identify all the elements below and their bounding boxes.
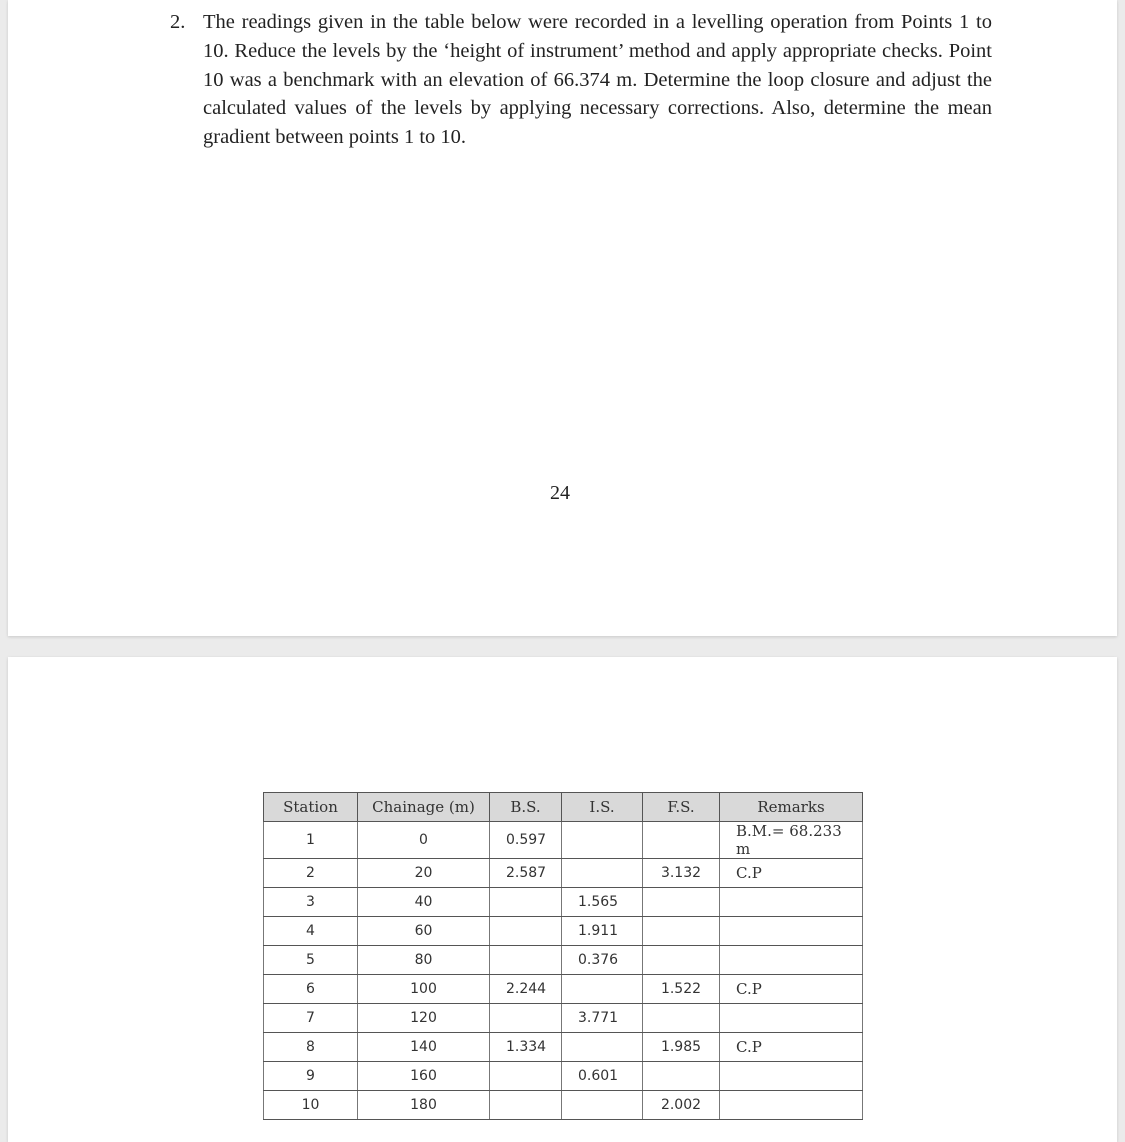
table-row xyxy=(264,822,863,859)
cell-station: 10 xyxy=(264,1091,358,1120)
document-page-top xyxy=(8,0,1117,636)
cell-bs: 1.334 xyxy=(490,1033,562,1062)
cell-bs xyxy=(490,888,562,917)
header-is: I.S. xyxy=(562,793,643,822)
cell-fs xyxy=(643,1062,720,1091)
cell-fs xyxy=(643,1004,720,1033)
cell-is: 0.601 xyxy=(562,1062,643,1091)
cell-chainage: 20 xyxy=(358,859,490,888)
cell-bs xyxy=(490,917,562,946)
cell-fs: 1.985 xyxy=(643,1033,720,1062)
cell-is xyxy=(562,859,643,888)
cell-fs xyxy=(643,888,720,917)
cell-fs: 2.002 xyxy=(643,1091,720,1120)
cell-chainage: 160 xyxy=(358,1062,490,1091)
cell-remarks xyxy=(720,946,863,975)
cell-is: 0.376 xyxy=(562,946,643,975)
cell-is xyxy=(562,822,643,859)
cell-is: 1.911 xyxy=(562,917,643,946)
question-text: The readings given in the table below were recorded in a levelling operation from Points 1 to 10. Reduce the levels by the ‘height of instrument’ method and apply appropriate checks. Point 10 was a benchmark with an elevation of 66.374 m. Determine the loop closure and adjust the calculated values of the levels by applying necessary corrections. Also, determine the mean gradient between points 1 to 10. xyxy=(203,11,992,149)
cell-fs xyxy=(643,946,720,975)
cell-station: 4 xyxy=(264,917,358,946)
cell-station: 6 xyxy=(264,975,358,1004)
page-number: 24 xyxy=(550,482,570,504)
cell-station: 9 xyxy=(264,1062,358,1091)
cell-station: 7 xyxy=(264,1004,358,1033)
table-body xyxy=(264,822,863,1120)
table-row xyxy=(264,917,863,946)
cell-fs: 3.132 xyxy=(643,859,720,888)
cell-chainage: 40 xyxy=(358,888,490,917)
question-block xyxy=(170,8,992,152)
cell-chainage: 100 xyxy=(358,975,490,1004)
cell-chainage: 140 xyxy=(358,1033,490,1062)
cell-remarks: C.P xyxy=(720,859,863,888)
cell-chainage: 80 xyxy=(358,946,490,975)
cell-fs xyxy=(643,917,720,946)
cell-is xyxy=(562,1091,643,1120)
cell-remarks xyxy=(720,917,863,946)
header-remarks: Remarks xyxy=(720,793,863,822)
header-fs: F.S. xyxy=(643,793,720,822)
cell-is: 3.771 xyxy=(562,1004,643,1033)
cell-fs xyxy=(643,822,720,859)
cell-bs xyxy=(490,946,562,975)
cell-remarks xyxy=(720,1091,863,1120)
cell-remarks: C.P xyxy=(720,975,863,1004)
cell-bs xyxy=(490,1004,562,1033)
cell-station: 8 xyxy=(264,1033,358,1062)
question-number: 2. xyxy=(170,11,186,33)
table-row xyxy=(264,1004,863,1033)
cell-is xyxy=(562,975,643,1004)
document-page-bottom xyxy=(8,657,1117,1142)
cell-is xyxy=(562,1033,643,1062)
table-row xyxy=(264,859,863,888)
table-header-row xyxy=(264,793,863,822)
cell-station: 1 xyxy=(264,822,358,859)
cell-bs xyxy=(490,1062,562,1091)
cell-remarks xyxy=(720,1062,863,1091)
cell-fs: 1.522 xyxy=(643,975,720,1004)
cell-chainage: 0 xyxy=(358,822,490,859)
cell-remarks xyxy=(720,1004,863,1033)
header-bs: B.S. xyxy=(490,793,562,822)
cell-remarks xyxy=(720,888,863,917)
table-row xyxy=(264,975,863,1004)
levelling-table xyxy=(263,792,863,1120)
cell-chainage: 180 xyxy=(358,1091,490,1120)
cell-station: 5 xyxy=(264,946,358,975)
table-row xyxy=(264,1091,863,1120)
cell-bs: 2.244 xyxy=(490,975,562,1004)
cell-station: 3 xyxy=(264,888,358,917)
table-row xyxy=(264,1062,863,1091)
table-row xyxy=(264,888,863,917)
cell-bs: 0.597 xyxy=(490,822,562,859)
cell-remarks: B.M.= 68.233 m xyxy=(720,822,863,859)
cell-station: 2 xyxy=(264,859,358,888)
cell-chainage: 60 xyxy=(358,917,490,946)
cell-bs xyxy=(490,1091,562,1120)
cell-is: 1.565 xyxy=(562,888,643,917)
cell-remarks: C.P xyxy=(720,1033,863,1062)
cell-bs: 2.587 xyxy=(490,859,562,888)
table-row xyxy=(264,946,863,975)
cell-chainage: 120 xyxy=(358,1004,490,1033)
table-row xyxy=(264,1033,863,1062)
header-station: Station xyxy=(264,793,358,822)
header-chainage: Chainage (m) xyxy=(358,793,490,822)
